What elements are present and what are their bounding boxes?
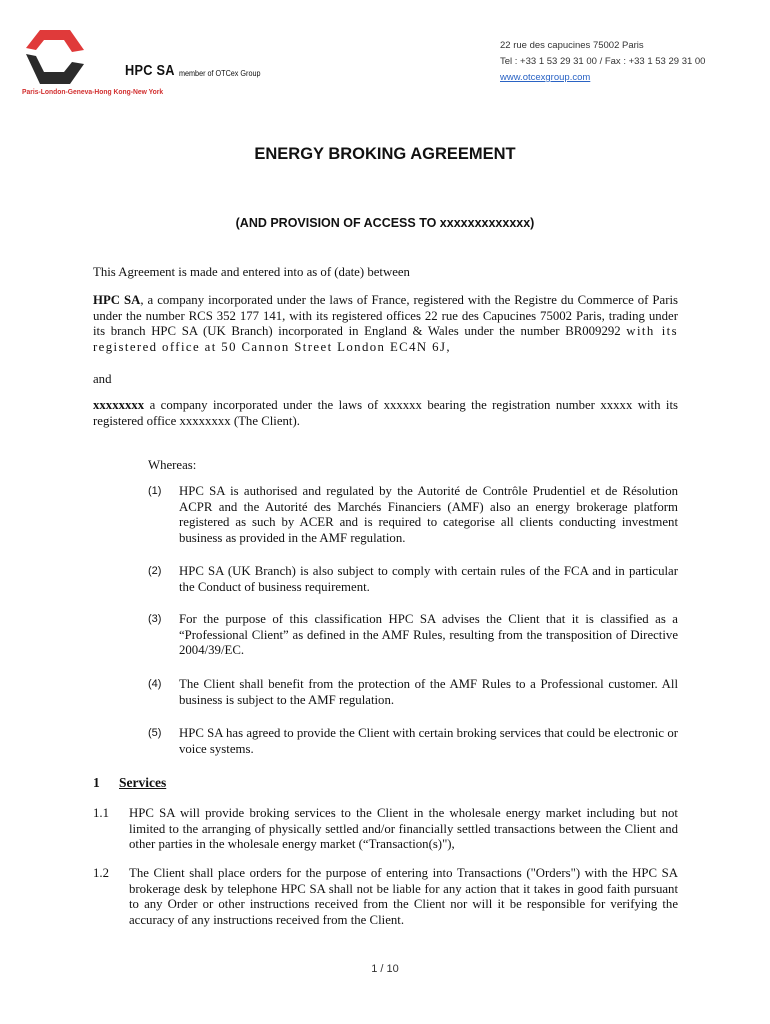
recital-item — [148, 564, 678, 595]
member-of-text: member of OTCex Group — [179, 68, 261, 78]
party2-text: a company incorporated under the laws of xxxxxx bearing the registration number xxxxx with its registered office xxxxxxxx (The Client). — [93, 398, 678, 428]
recital-text: For the purpose of this classification HPC SA advises the Client that it is classified as a “Professional Client” as defined in the AMF Rules, resulting from the transposition of Directive 2004/39/EC. — [179, 612, 678, 658]
clause-item — [93, 806, 678, 853]
party1-name: HPC SA — [93, 293, 141, 307]
page-number: 1 / 10 — [371, 963, 399, 975]
recital-number: (1) — [148, 485, 162, 497]
clause-number: 1.1 — [93, 806, 109, 820]
recital-text: HPC SA is authorised and regulated by the Autorité de Contrôle Prudentiel et de Résolution ACPR and the Autorité des Marchés Financiers (AMF) also an energy brokerage platform registered as such by ACER and is required to categorise all clients conducting investment business as provided in the AMF regulation. — [179, 484, 678, 545]
recital-text: HPC SA (UK Branch) is also subject to comply with certain rules of the FCA and in particular the Conduct of business requirement. — [179, 564, 678, 594]
phone-line: Tel : +33 1 53 29 31 00 / Fax : +33 1 53 29 31 00 — [500, 56, 706, 67]
clause-text: HPC SA will provide broking services to the Client in the wholesale energy market including but not limited to the arranging of physically settled and/or financially settled transactions between the Client and other parties in the wholesale energy market (“Transaction(s)"), — [129, 806, 678, 852]
whereas-heading: Whereas: — [148, 458, 197, 472]
recital-number: (3) — [148, 613, 162, 625]
document-subtitle: (AND PROVISION OF ACCESS TO xxxxxxxxxxxxx) — [235, 216, 535, 230]
website-link[interactable]: www.otcexgroup.com — [500, 72, 591, 83]
address-line: 22 rue des capucines 75002 Paris — [500, 40, 644, 51]
section-number: 1 — [93, 775, 100, 790]
party1-paragraph — [93, 293, 678, 355]
clause-item — [93, 866, 678, 928]
party1-text: , a company incorporated under the laws of France, registered with the Registre du Commerce of Paris under the number RCS 352 177 141, with its registered offices 22 rue des Capucines 75002 Paris, trading under its branch HPC SA (UK Branch) incorporated in England & Wales under the number BR009292 — [93, 293, 679, 339]
and-text: and — [93, 372, 112, 386]
recital-item — [148, 677, 678, 708]
recital-number: (5) — [148, 727, 162, 739]
company-name: HPC SA — [125, 62, 175, 79]
recital-item — [148, 484, 678, 546]
party2-name: xxxxxxxx — [93, 398, 145, 412]
recital-item — [148, 726, 678, 757]
party2-paragraph — [93, 398, 678, 429]
recital-item — [148, 612, 678, 659]
clause-number: 1.2 — [93, 866, 109, 880]
office-cities: Paris-London-Geneva-Hong Kong-New York — [22, 87, 164, 96]
clause-text: The Client shall place orders for the purpose of entering into Transactions ("Orders") with the HPC SA brokerage desk by telephone HPC SA shall not be liable for any action that it takes in good faith pursuant to any Order or other instructions received from the Client nor will it be responsible for verifying the accuracy of any instructions received from the Client. — [129, 866, 678, 927]
recital-text: The Client shall benefit from the protection of the AMF Rules to a Professional customer. All business is subject to the AMF regulation. — [179, 677, 678, 707]
party1-tail: with its registered office at 50 Cannon Street London EC4N 6J, — [93, 324, 678, 354]
address-block — [500, 38, 705, 86]
intro-paragraph: This Agreement is made and entered into as of (date) between — [93, 265, 410, 279]
section-title: Services — [119, 775, 167, 790]
recital-number: (4) — [148, 678, 162, 690]
otcex-logo-icon — [22, 28, 88, 86]
document-title: ENERGY BROKING AGREEMENT — [254, 145, 516, 163]
recital-number: (2) — [148, 565, 162, 577]
recital-text: HPC SA has agreed to provide the Client with certain broking services that could be electronic or voice systems. — [179, 726, 678, 756]
